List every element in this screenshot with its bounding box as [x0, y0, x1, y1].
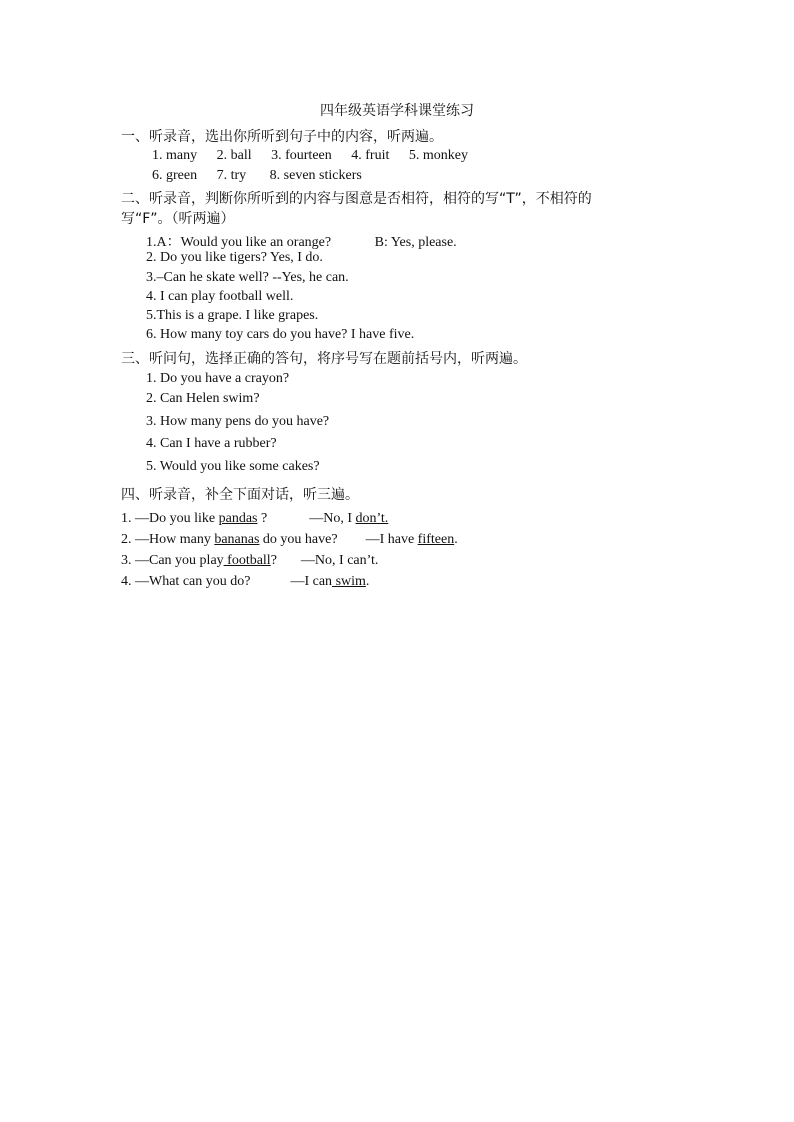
section4-heading: 四、听录音，补全下面对话，听三遍。 [121, 487, 359, 503]
section3-item-5: 5. Would you like some cakes? [146, 459, 320, 474]
word-option: 4. fruit [351, 148, 390, 163]
item-answer: B: Yes, please. [374, 235, 457, 250]
section2-heading-line1: 二、听录音，判断你所听到的内容与图意是否相符，相符的写“T”，不相符的 [121, 191, 592, 207]
word-option: 8. seven stickers [269, 168, 362, 183]
item-question: 1.A：Would you like an orange? [146, 235, 332, 250]
dialog-response-text: —No, I [309, 511, 356, 526]
dialog-response-text: —No, I can’t. [300, 553, 379, 568]
section4-dialog-4 [121, 574, 369, 590]
section3-item-2: 2. Can Helen swim? [146, 391, 260, 406]
section4-dialog-2 [121, 532, 458, 548]
dialog-question-text: 3. —Can you play [121, 553, 224, 568]
filled-blank: bananas [214, 532, 260, 547]
section1-row1 [152, 148, 468, 164]
dialog-question-text: 1. —Do you like [121, 511, 219, 526]
dialog-response-text: —I can [290, 574, 333, 589]
filled-blank: fifteen [417, 532, 455, 547]
dialog-response-text: —I have [365, 532, 418, 547]
word-option: 5. monkey [408, 148, 468, 163]
section3-item-1: 1. Do you have a crayon? [146, 371, 290, 386]
section1-row2 [152, 168, 362, 184]
dialog-response-end: . [454, 532, 458, 547]
word-option: 1. many [152, 148, 198, 163]
dialog-question-text: 2. —How many [121, 532, 215, 547]
word-option: 6. green [152, 168, 198, 183]
section2-item-3: 3.–Can he skate well? --Yes, he can. [146, 270, 349, 285]
dialog-question-text: 4. —What can you do? [121, 574, 251, 589]
section3-item-4: 4. Can I have a rubber? [146, 436, 277, 451]
section3-heading: 三、听问句，选择正确的答句，将序号写在题前括号内，听两遍。 [121, 351, 527, 367]
dialog-question-end: do you have? [259, 532, 338, 547]
section2-item-2: 2. Do you like tigers? Yes, I do. [146, 250, 323, 265]
section1-heading: 一、听录音，选出你所听到句子中的内容，听两遍。 [121, 129, 443, 145]
section2-item-4: 4. I can play football well. [146, 289, 294, 304]
filled-blank: pandas [218, 511, 258, 526]
dialog-response-end: . [365, 574, 370, 589]
word-option: 2. ball [216, 148, 252, 163]
section4-dialog-1 [121, 511, 388, 527]
section2-item-5: 5.This is a grape. I like grapes. [146, 308, 319, 323]
dialog-question-end: ? [257, 511, 268, 526]
section2-heading-line2: 写“F”。（听两遍） [121, 211, 235, 227]
filled-blank: don’t. [355, 511, 389, 526]
section2-item-1 [146, 231, 457, 251]
dialog-question-end: ? [270, 553, 277, 568]
filled-blank: swim [332, 574, 366, 589]
word-option: 3. fourteen [271, 148, 332, 163]
page-title: 四年级英语学科课堂练习 [320, 103, 474, 119]
section4-dialog-3 [121, 553, 378, 569]
word-option: 7. try [216, 168, 247, 183]
section3-item-3: 3. How many pens do you have? [146, 414, 330, 429]
filled-blank: football [223, 553, 271, 568]
section2-item-6: 6. How many toy cars do you have? I have five. [146, 327, 415, 342]
